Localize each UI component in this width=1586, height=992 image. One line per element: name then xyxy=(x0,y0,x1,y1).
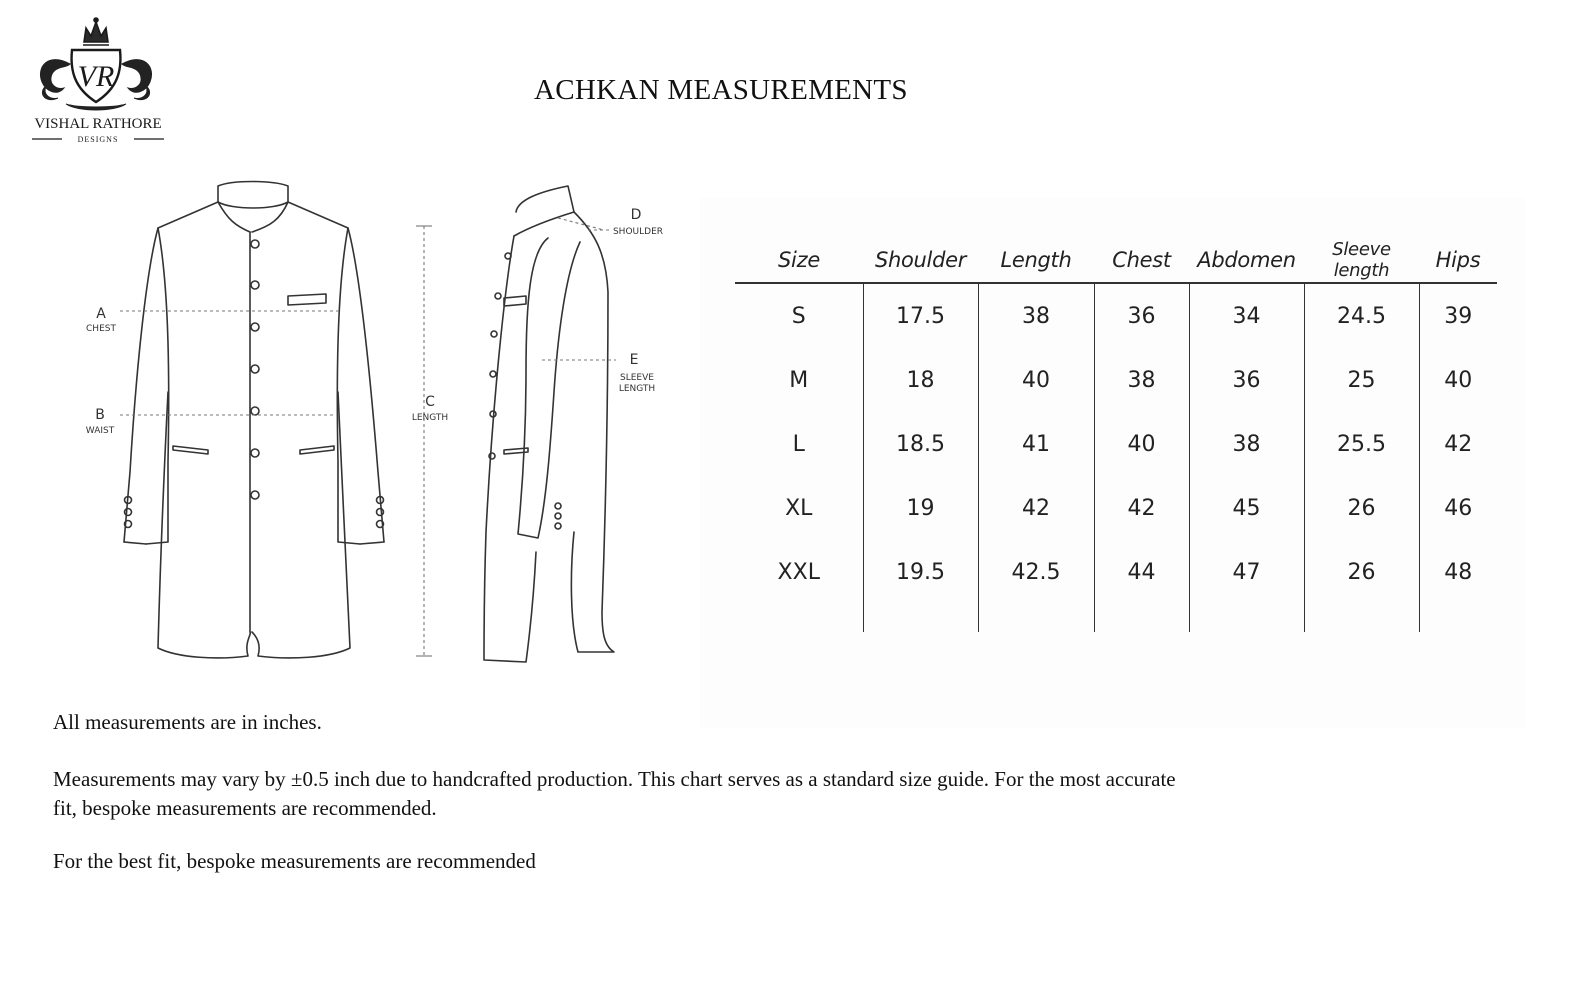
table-cell: 40 xyxy=(1094,412,1189,476)
table-cell: 24.5 xyxy=(1304,283,1419,348)
size-chart-table xyxy=(735,238,1497,632)
table-cell: S xyxy=(735,283,863,348)
label-a-text: CHEST xyxy=(86,324,116,334)
table-header-row xyxy=(735,238,1497,283)
column-header-sleeve-length: Sleeve length xyxy=(1304,238,1419,283)
achkan-front-icon xyxy=(124,182,384,658)
brand-logo xyxy=(28,12,168,148)
table-row xyxy=(735,476,1497,540)
table-cell: 36 xyxy=(1189,348,1304,412)
table-cell: 40 xyxy=(978,348,1094,412)
label-a-letter: A xyxy=(96,306,106,322)
achkan-diagram xyxy=(18,172,718,672)
label-c-text: LENGTH xyxy=(411,413,449,423)
table-cell: 44 xyxy=(1094,540,1189,632)
table-cell: 39 xyxy=(1444,303,1473,329)
page-title: ACHKAN MEASUREMENTS xyxy=(534,74,908,106)
table-cell: 19.5 xyxy=(863,540,978,632)
table-row xyxy=(735,348,1497,412)
table-cell: 48 xyxy=(1444,560,1473,585)
column-header-hips: Hips xyxy=(1419,238,1497,283)
table-cell: 38 xyxy=(978,283,1094,348)
column-header-chest: Chest xyxy=(1094,238,1189,283)
table-cell: 47 xyxy=(1189,540,1304,632)
size-chart-panel xyxy=(700,198,1525,728)
achkan-side-icon xyxy=(484,186,614,662)
note-units: All measurements are in inches. xyxy=(53,710,322,734)
table-cell: 17.5 xyxy=(863,283,978,348)
table-cell: 36 xyxy=(1094,283,1189,348)
table-row xyxy=(735,283,1497,348)
column-header-abdomen: Abdomen xyxy=(1189,238,1304,283)
table-cell: 45 xyxy=(1189,476,1304,540)
table-cell: 26 xyxy=(1304,540,1419,632)
table-cell: 42.5 xyxy=(978,540,1094,632)
column-header-length: Length xyxy=(978,238,1094,283)
label-d-text: SHOULDER xyxy=(612,227,664,237)
note-variation: Measurements may vary by ±0.5 inch due to handcrafted production. This chart serves as a standard size guide. For the most accurate fit, bespoke measurements are recommended. xyxy=(53,767,1176,820)
label-e-text-2: LENGTH xyxy=(618,384,656,394)
label-c-letter: C xyxy=(425,394,435,410)
notes-section xyxy=(53,708,1193,876)
column-header-shoulder: Shoulder xyxy=(863,238,978,283)
table-cell: 18.5 xyxy=(863,412,978,476)
table-cell: 46 xyxy=(1444,495,1473,521)
table-cell: 42 xyxy=(1444,431,1473,457)
svg-text:VISHAL RATHORE: VISHAL RATHORE xyxy=(34,116,162,132)
crown-icon xyxy=(83,18,109,45)
label-e-text-1: SLEEVE xyxy=(620,373,654,383)
table-cell: 42 xyxy=(978,476,1094,540)
table-cell: 25.5 xyxy=(1304,412,1419,476)
table-cell: L xyxy=(735,412,863,476)
table-cell: 40 xyxy=(1444,367,1473,393)
table-cell: 42 xyxy=(1094,476,1189,540)
table-cell: XXL xyxy=(735,540,863,632)
label-b-letter: B xyxy=(95,407,105,423)
table-cell: 19 xyxy=(863,476,978,540)
measure-lines xyxy=(120,218,616,656)
table-cell: 18 xyxy=(863,348,978,412)
table-cell: 41 xyxy=(978,412,1094,476)
table-row xyxy=(735,412,1497,476)
label-e-letter: E xyxy=(629,352,639,368)
note-bespoke: For the best fit, bespoke measurements are recommended xyxy=(53,849,536,873)
table-cell: 34 xyxy=(1189,283,1304,348)
column-header-size: Size xyxy=(735,238,863,283)
label-b-text: WAIST xyxy=(85,426,115,436)
table-cell: XL xyxy=(735,476,863,540)
label-d-letter: D xyxy=(630,207,642,223)
svg-text:VR: VR xyxy=(77,60,115,93)
table-cell: M xyxy=(735,348,863,412)
table-cell: 25 xyxy=(1304,348,1419,412)
table-cell: 26 xyxy=(1304,476,1419,540)
table-cell: 38 xyxy=(1094,348,1189,412)
svg-text:DESIGNS: DESIGNS xyxy=(77,135,119,144)
table-row xyxy=(735,540,1497,632)
table-cell: 38 xyxy=(1189,412,1304,476)
